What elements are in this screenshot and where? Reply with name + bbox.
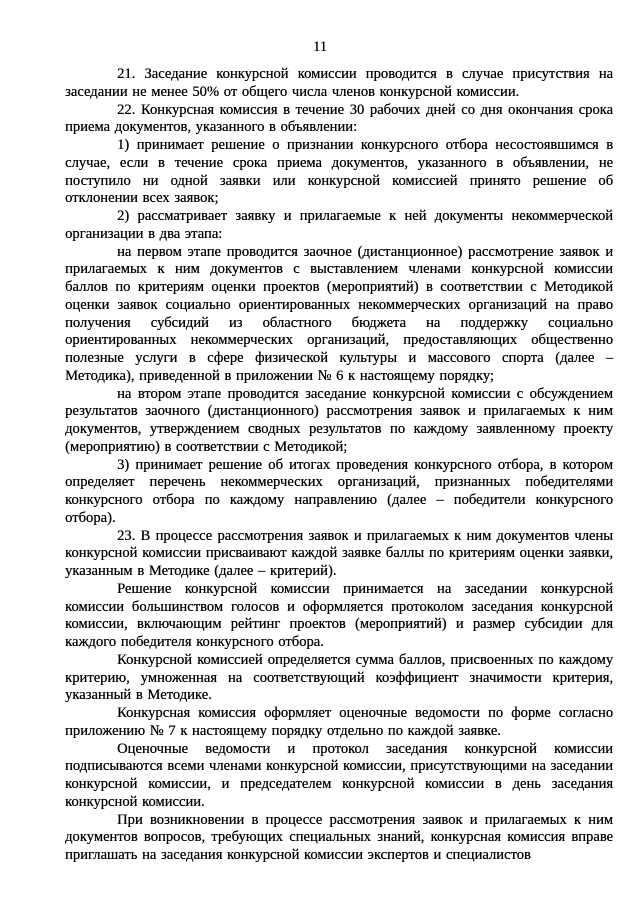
- paragraph-22-stage-2: на втором этапе проводится заседание конкурсной комиссии с обсуждением результатов заочного (дистанционного) рассмотрения заявок и прилагаемых к ним документов, утверждением сводных результатов по каждому заявленному проекту (мероприятию) в соответствии с Методикой;: [65, 385, 613, 455]
- paragraph-22-sub-2: 2) рассматривает заявку и прилагаемые к ней документы некоммерческой организации в два этапа:: [65, 208, 613, 242]
- paragraph-22-sub-3: 3) принимает решение об итогах проведения конкурсного отбора, в котором определяет перечень некоммерческих организаций, признанных победителями конкурсного отбора по каждому направлению (далее – победители конкурсного отбора).: [65, 456, 613, 526]
- paragraph-21: 21. Заседание конкурсной комиссии проводится в случае присутствия на заседании не менее 50% от общего числа членов конкурсной комиссии.: [65, 66, 613, 100]
- paragraph-23-score-sum: Конкурсной комиссией определяется сумма баллов, присвоенных по каждому критерию, умноженная на соответствующий коэффициент значимости критерия, указанный в Методике.: [65, 651, 613, 704]
- paragraph-23-score-sheets: Конкурсная комиссия оформляет оценочные ведомости по форме согласно приложению № 7 к настоящему порядку отдельно по каждой заявке.: [65, 705, 613, 739]
- paragraph-22-stage-1: на первом этапе проводится заочное (дистанционное) рассмотрение заявок и прилагаемых к ним документов с выставлением членами конкурсной комиссии баллов по критериям оценки проектов (мероприятий) в соответствии с Методикой оценки заявок социально ориентированных некоммерческих организаций на право получения субсидий из областного бюджета на поддержку социально ориентированных некоммерческих организаций, предоставляющих общественно полезные услуги в сфере физической культуры и массового спорта (далее – Методика), приведенной в приложении № 6 к настоящему порядку;: [65, 243, 613, 384]
- document-body: [65, 66, 613, 865]
- paragraph-22: 22. Конкурсная комиссия в течение 30 рабочих дней со дня окончания срока приема документов, указанного в объявлении:: [65, 101, 613, 136]
- paragraph-23: 23. В процессе рассмотрения заявок и прилагаемых к ним документов члены конкурсной комиссии присваивают каждой заявке баллы по критериям оценки заявки, указанным в Методике (далее – критерий).: [65, 527, 613, 579]
- paragraph-23-decision: Решение конкурсной комиссии принимается на заседании конкурсной комиссии большинством голосов и оформляется протоколом заседания конкурсной комиссии, включающим рейтинг проектов (мероприятий) и размер субсидии для каждого победителя конкурсного отбора.: [65, 580, 613, 650]
- paragraph-23-experts: При возникновении в процессе рассмотрения заявок и прилагаемых к ним документов вопросов, требующих специальных знаний, конкурсная комиссия вправе приглашать на заседания конкурсной комиссии экспертов и специалистов: [65, 811, 613, 863]
- paragraph-23-signatures: Оценочные ведомости и протокол заседания конкурсной комиссии подписываются всеми членами конкурсной комиссии, присутствующими на заседании конкурсной комиссии, и председателем конкурсной комиссии в день заседания конкурсной комиссии.: [65, 740, 613, 810]
- page-number: 11: [313, 39, 327, 55]
- paragraph-22-sub-1: 1) принимает решение о признании конкурсного отбора несостоявшимся в случае, если в течение срока приема документов, указанного в объявлении, не поступило ни одной заявки или конкурсной комиссией принято решение об отклонении всех заявок;: [65, 137, 613, 207]
